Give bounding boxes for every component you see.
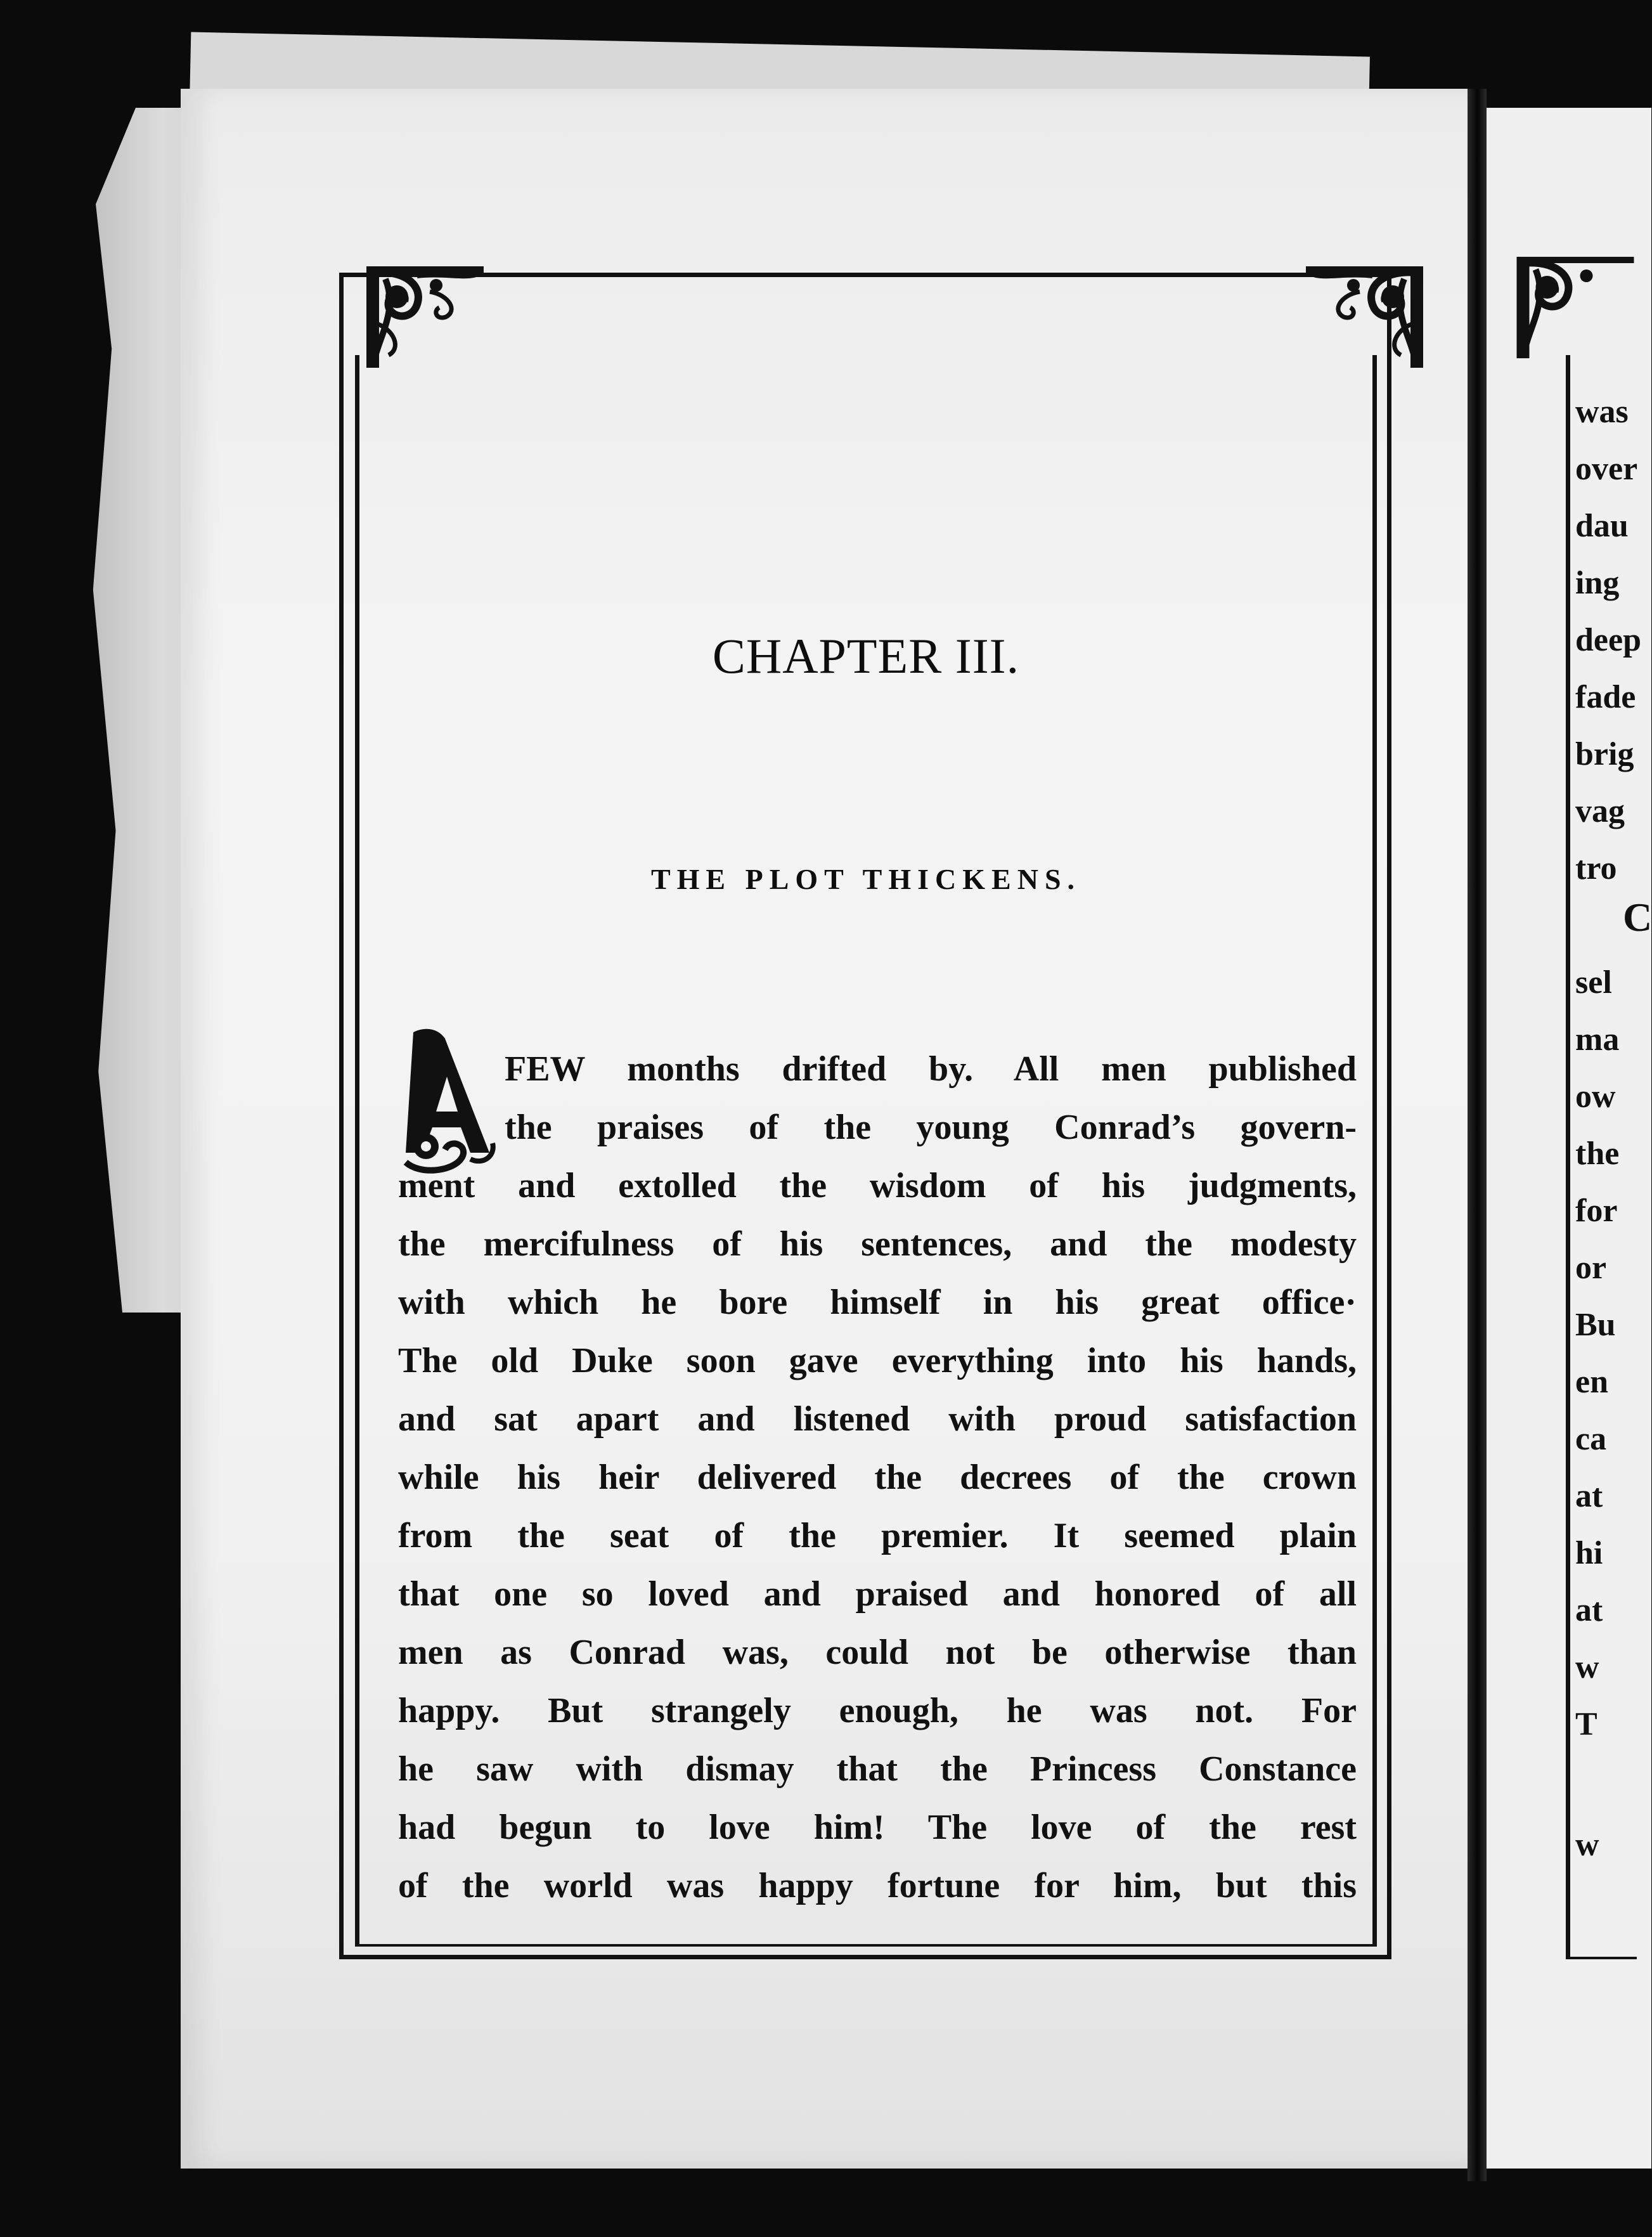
ornament-corner-icon xyxy=(1306,266,1423,368)
facing-page-word: T xyxy=(1575,1706,1597,1742)
text-line: had begun to love him! The love of the rest xyxy=(398,1808,1357,1847)
facing-page-word: ca xyxy=(1575,1421,1607,1457)
svg-text:A: A xyxy=(402,1026,403,1027)
text-line: the praises of the young Conrad’s govern- xyxy=(505,1108,1357,1147)
facing-page-frame xyxy=(1566,1957,1637,1959)
facing-page-word: the xyxy=(1575,1136,1620,1172)
facing-page-word: hi xyxy=(1575,1535,1603,1571)
facing-page-word: w xyxy=(1575,1827,1599,1863)
text-line: with which he bore himself in his great office· xyxy=(398,1283,1357,1322)
text-line: and sat apart and listened with proud satisfaction xyxy=(398,1399,1357,1439)
facing-page-word: en xyxy=(1575,1364,1608,1400)
facing-page-word: C xyxy=(1623,895,1652,940)
text-line: The old Duke soon gave everything into his hands, xyxy=(398,1341,1357,1380)
facing-page-word: dau xyxy=(1575,508,1629,544)
text-line: the mercifulness of his sentences, and the modesty xyxy=(398,1224,1357,1264)
facing-page-word: Bu xyxy=(1575,1307,1616,1343)
book-gutter xyxy=(1468,89,1487,2181)
facing-page-word: was xyxy=(1575,394,1629,430)
facing-page-word: at xyxy=(1575,1592,1603,1628)
facing-page-word: ow xyxy=(1575,1079,1616,1115)
text-line: while his heir delivered the decrees of the crown xyxy=(398,1458,1357,1497)
text-line: happy. But strangely enough, he was not. For xyxy=(398,1691,1357,1730)
facing-page-frame xyxy=(1566,355,1570,1959)
ornament-corner-icon xyxy=(366,266,484,368)
facing-page-word: fade xyxy=(1575,679,1636,715)
text-line: ment and extolled the wisdom of his judgments, xyxy=(398,1166,1357,1205)
facing-page-word: w xyxy=(1575,1649,1599,1685)
facing-page-word: ma xyxy=(1575,1021,1620,1058)
text-line: men as Conrad was, could not be otherwise than xyxy=(398,1633,1357,1672)
facing-page-word: for xyxy=(1575,1193,1618,1229)
chapter-subtitle: THE PLOT THICKENS. xyxy=(650,863,1081,895)
text-line: he saw with dismay that the Princess Constance xyxy=(398,1749,1357,1789)
facing-page-word: or xyxy=(1575,1250,1607,1286)
facing-page-word: brig xyxy=(1575,736,1634,772)
chapter-title: CHAPTER III. xyxy=(712,628,1020,684)
ornament-corner-icon xyxy=(1512,257,1639,358)
text-line: from the seat of the premier. It seemed plain xyxy=(398,1516,1357,1555)
text-line: of the world was happy fortune for him, but this xyxy=(398,1866,1357,1905)
facing-page-word: ing xyxy=(1575,565,1620,601)
text-line: FEW months drifted by. All men published xyxy=(505,1049,1357,1089)
facing-page-word: over xyxy=(1575,451,1638,487)
facing-page-word: deep xyxy=(1575,622,1641,658)
text-line: that one so loved and praised and honored of all xyxy=(398,1574,1357,1614)
chapter-paragraph xyxy=(398,1040,1357,1915)
facing-page-word: sel xyxy=(1575,964,1612,1001)
facing-page-word: tro xyxy=(1575,850,1617,886)
facing-page-word: vag xyxy=(1575,793,1625,829)
facing-page-word: at xyxy=(1575,1478,1603,1514)
